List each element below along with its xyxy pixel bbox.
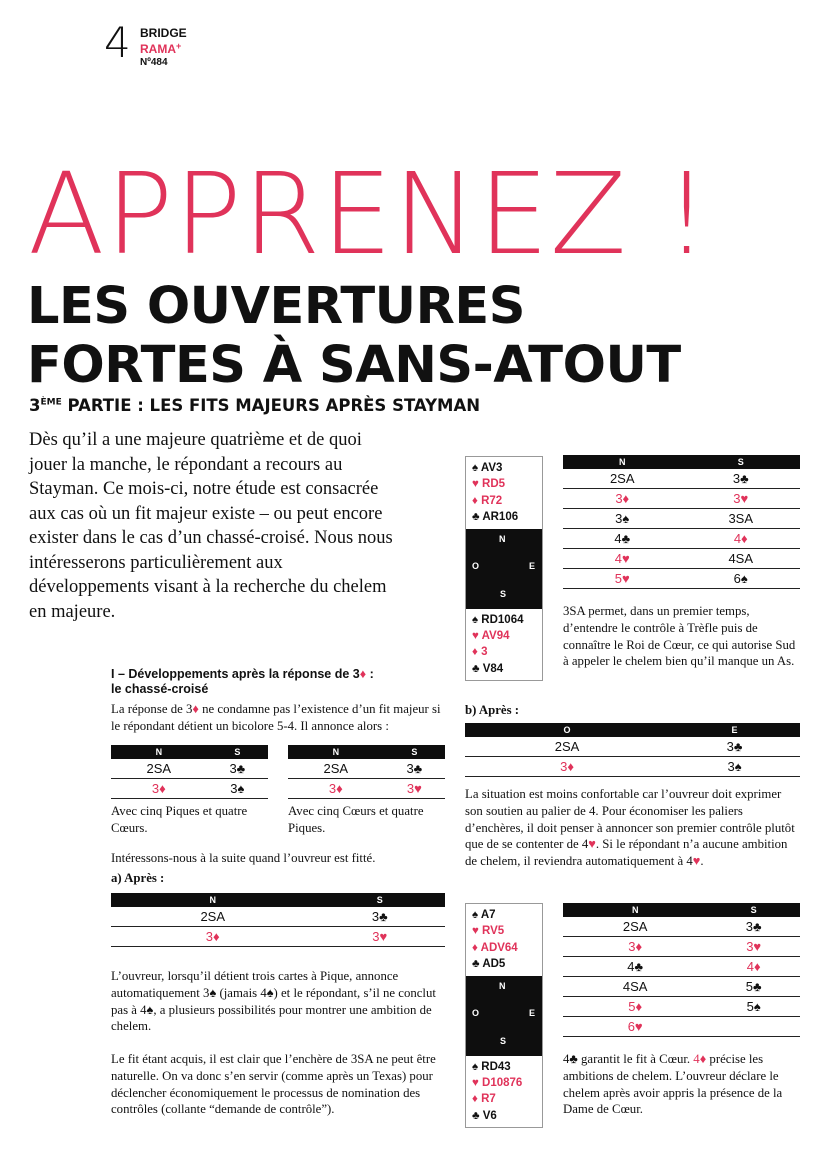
south-hand: ♠ RD43 ♥ D10876 ♦ R7 ♣ V6 xyxy=(472,1060,523,1122)
subsection-b-paragraph: La situation est moins confortable car l’ouvreur doit exprimer son soutien au palier de 4. Pour économiser les paliers d’enchères, il doit penser à annoncer son premier contrôle plutôt que de se contenter de 4♥. Si le répondant n’a aucune ambition de chelem, il reviendra automatiquement à 4♥. xyxy=(465,787,795,869)
article-subtitle: 3ÈME PARTIE : LES FITS MAJEURS APRÈS STAYMAN xyxy=(29,396,481,415)
control-paragraph: Le fit étant acquis, il est clair que l’enchère de 3SA ne peut être naturelle. On va donc s’en servir (comme après un Texas) pour déclencher économiquement le processus de nomination des contrôles (collante “demande de contrôle”). xyxy=(111,1052,436,1117)
logo-line1: BRIDGE xyxy=(140,26,187,40)
section-kicker: APPRENEZ ! xyxy=(28,150,711,280)
bidding-table-a: N S 2SA 3♣ 3♦ 3♥ xyxy=(111,893,445,947)
subsection-b-heading: b) Après : xyxy=(465,703,520,717)
section-paragraph: La réponse de 3♦ ne condamne pas l’existence d’un fit majeur si le répondant détient un bicolore 5-4. Il annonce alors : xyxy=(111,702,441,733)
intro-paragraph: Dès qu’il a une majeure quatrième et de quoi jouer la manche, le répondant a recours au Stayman. Ce mois-ci, notre étude est consacrée aux cas où un fit majeur existe – ou peut encore exister dans le cas d’un chassé-croisé. Nous nous intéresserons particulièrement aux développements visant à la recherche du chelem en majeure. xyxy=(29,430,393,622)
subsection-a-heading: a) Après : xyxy=(111,871,165,885)
caption-left: Avec cinq Piques et quatre Cœurs. xyxy=(111,804,248,835)
hand-diagram-2 xyxy=(465,903,543,1128)
compass: N O E S xyxy=(466,529,542,609)
article-title xyxy=(27,277,681,395)
page-number: 4 xyxy=(104,18,131,67)
north-hand: ♠ AV3 ♥ RD5 ♦ R72 ♣ AR106 xyxy=(472,462,519,524)
magazine-logo xyxy=(140,27,187,69)
title-line1: LES OUVERTURES xyxy=(27,277,525,336)
logo-line2: RAMA+ xyxy=(140,41,182,56)
compass: N O E S xyxy=(466,976,542,1056)
bidding-table-hand2: N S 2SA 3♣ 3♦ 3♥ 4♣ 4♦ 4SA 5♣ 5♦ 5♠ 6♥ xyxy=(563,903,800,1037)
hand-diagram-1 xyxy=(465,456,543,681)
issue-number: Nº484 xyxy=(140,57,168,68)
caption-right: Avec cinq Cœurs et quatre Piques. xyxy=(288,804,424,835)
interest-paragraph: Intéressons-nous à la suite quand l’ouvreur est fitté. xyxy=(111,851,376,865)
north-hand: ♠ A7 ♥ RV5 ♦ ADV64 ♣ AD5 xyxy=(472,909,518,971)
section-heading: I – Développements après la réponse de 3♦ : le chassé-croisé xyxy=(111,667,374,696)
note-1: 3SA permet, dans un premier temps, d’entendre le contrôle à Trèfle puis de connaître le Roi de Cœur, ce qui autorise Sud à appeler le chelem bien qu’il manque un As. xyxy=(563,604,796,669)
note-2: 4♣ garantit le fit à Cœur. 4♦ précise les ambitions de chelem. L’ouvreur déclare le chelem après avoir appris la présence de la Dame de Cœur. xyxy=(563,1052,783,1117)
south-hand: ♠ RD1064 ♥ AV94 ♦ 3 ♣ V84 xyxy=(472,613,524,675)
bidding-table-right: N S 2SA 3♣ 3♦ 3♥ xyxy=(288,745,445,799)
title-line2: FORTES À SANS-ATOUT xyxy=(27,336,681,395)
bidding-table-left: N S 2SA 3♣ 3♦ 3♠ xyxy=(111,745,268,799)
subsection-a-paragraph: L’ouvreur, lorsqu’il détient trois cartes à Pique, annonce automatiquement 3♠ (jamais 4♠) et le répondant, s’il ne conclut pas à 4♠, a plusieurs possibilités pour montrer une ambition de chelem. xyxy=(111,969,436,1034)
bidding-table-hand1: N S 2SA 3♣ 3♦ 3♥ 3♠ 3SA 4♣ 4♦ 4♥ 4SA 5♥ 6♠ xyxy=(563,455,800,589)
bidding-table-b: O E 2SA 3♣ 3♦ 3♠ xyxy=(465,723,800,777)
